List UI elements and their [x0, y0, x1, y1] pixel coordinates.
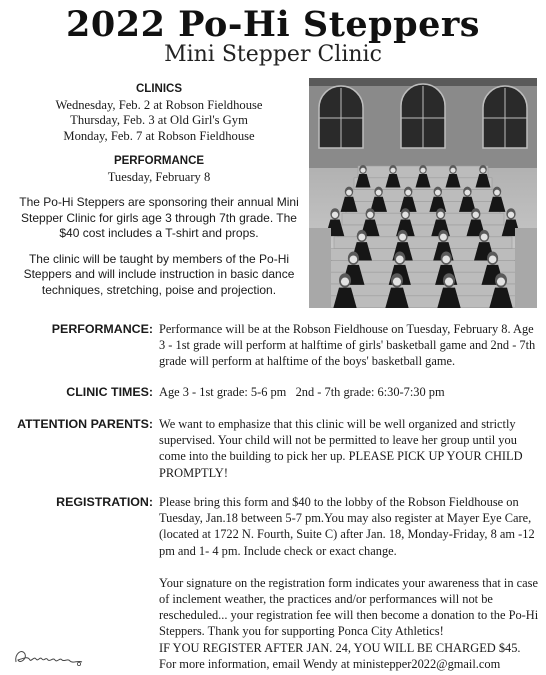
- section-label: ATTENTION PARENTS:: [17, 417, 153, 431]
- team-photo: [309, 78, 537, 308]
- section-body: [159, 494, 539, 672]
- weather-policy: Your signature on the registration form indicates your awareness that in case of inclement weather, the practices and/or performances will not be rescheduled... your registration fee will then become a donation to the Po-Hi Steppers. Thank you for supporting Ponca City Athletics!: [159, 575, 539, 639]
- clinic-times-section: [0, 384, 546, 402]
- section-text: Performance will be at the Robson Fieldhouse on Tuesday, February 8. Age 3 - 1st grade will perform at halftime of girls' basketball game and 2nd - 7th grade will perform at halftime of the boys' basketball game.: [159, 322, 536, 369]
- signature-image: [12, 644, 86, 668]
- intro-paragraph: The clinic will be taught by members of the Po-Hi Steppers and will include instruction in basic dance techniques, stretching, poise and projection.: [23, 251, 295, 297]
- section-text: We want to emphasize that this clinic will be well organized and strictly supervised. Your child will not be permitted to leave her group until you come into the building to pick her up. PLEASE PICK UP YOUR CHILD PROMPTLY!: [159, 417, 523, 480]
- intro-column: [18, 82, 300, 298]
- section-text: Age 3 - 1st grade: 5-6 pm 2nd - 7th grade: 6:30-7:30 pm: [159, 385, 445, 399]
- clinic-date: Wednesday, Feb. 2 at Robson Fieldhouse: [55, 97, 263, 112]
- page-subtitle: Mini Stepper Clinic: [164, 42, 382, 67]
- clinic-date: Monday, Feb. 7 at Robson Fieldhouse: [63, 128, 255, 143]
- page-title: 2022 Po-Hi Steppers: [66, 4, 480, 45]
- team-photo-illustration: [309, 78, 537, 308]
- late-fee-notice: IF YOU REGISTER AFTER JAN. 24, YOU WILL BE CHARGED $45.: [159, 640, 521, 655]
- section-label: REGISTRATION:: [56, 495, 153, 509]
- performance-heading: PERFORMANCE: [113, 155, 205, 167]
- registration-notice: [159, 575, 539, 672]
- clinic-date: Thursday, Feb. 3 at Old Girl's Gym: [70, 113, 248, 127]
- registration-instructions: Please bring this form and $40 to the lobby of the Robson Fieldhouse on Tuesday, Jan.18 between 5-7 pm.You may also register at Mayer Eye Care, (located at 1722 N. Fourth, Suite C) after Jan. 18, Monday-Friday, 8 am -12 pm and 1- 4 pm. Include check or exact change.: [159, 495, 535, 558]
- section-label: CLINIC TIMES:: [66, 385, 153, 399]
- performance-date: Tuesday, February 8: [107, 169, 211, 184]
- clinics-heading: CLINICS: [136, 83, 182, 95]
- performance-section: [0, 321, 546, 371]
- section-label: PERFORMANCE:: [51, 322, 153, 336]
- attention-section: [0, 416, 546, 482]
- stair-step: [350, 190, 496, 202]
- intro-paragraph: The Po-Hi Steppers are sponsoring their annual Mini Stepper Clinic for girls age 3 through 7th grade. The $40 cost includes a T-shirt and props.: [19, 195, 299, 240]
- contact-info: For more information, email Wendy at ministepper2022@gmail.com: [159, 656, 501, 671]
